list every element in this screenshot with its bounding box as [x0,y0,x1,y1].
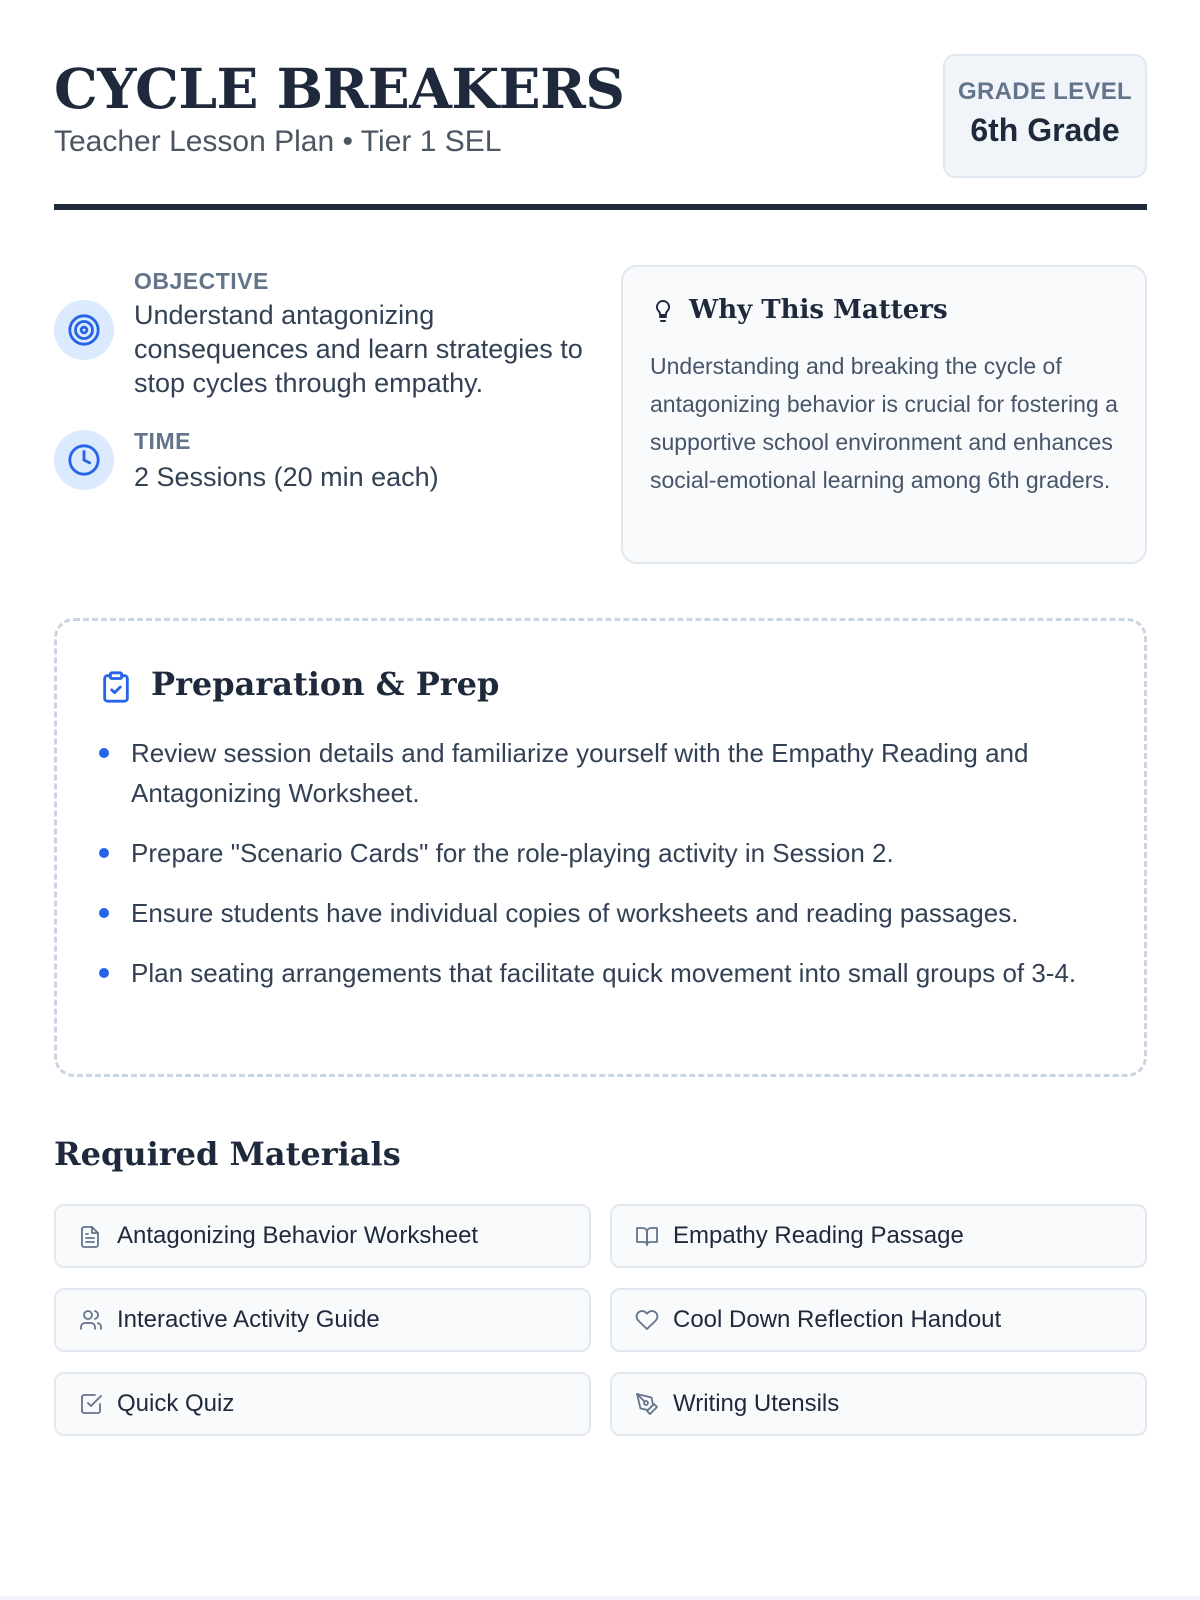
lesson-plan-page [54,0,1147,1598]
material-label: Writing Utensils [673,1390,840,1417]
time-block [54,424,614,504]
page-subtitle: Teacher Lesson Plan • Tier 1 SEL [54,125,502,158]
bullet-icon [99,908,109,918]
time-label: TIME [134,428,191,454]
time-text: 2 Sessions (20 min each) [134,462,439,492]
preparation-list [97,733,1107,1013]
material-item-activity-guide [54,1288,591,1352]
list-item [97,953,1107,993]
objective-block [54,264,614,398]
page-title: CYCLE BREAKERS [54,56,625,121]
checkbox-icon [78,1392,104,1421]
material-item-worksheet [54,1204,591,1268]
why-this-matters-title: Why This Matters [689,295,948,325]
list-item-text: Prepare "Scenario Cards" for the role-playing activity in Session 2. [131,838,894,868]
material-label: Antagonizing Behavior Worksheet [117,1222,479,1249]
material-label: Interactive Activity Guide [117,1306,380,1333]
material-label: Cool Down Reflection Handout [673,1306,1002,1333]
clipboard-check-icon [99,667,133,712]
pen-icon [634,1392,660,1421]
material-item-reflection-handout [610,1288,1147,1352]
target-icon [54,300,114,360]
list-item-text: Plan seating arrangements that facilitate quick movement into small groups of 3-4. [131,958,1077,988]
grade-level-label: GRADE LEVEL [958,78,1132,105]
why-this-matters-text: Understanding and breaking the cycle of antagonizing behavior is crucial for fostering a supportive school environment and enhances social-emotional learning among 6th graders. [650,353,1118,493]
footer-band [0,1596,1200,1600]
material-item-writing-utensils [610,1372,1147,1436]
objective-label: OBJECTIVE [134,268,269,294]
heart-icon [634,1308,660,1337]
list-item [97,833,1107,873]
users-icon [78,1308,104,1337]
bullet-icon [99,968,109,978]
preparation-title: Preparation & Prep [151,665,500,703]
list-item [97,733,1107,813]
material-item-quiz [54,1372,591,1436]
header [54,54,1147,206]
grade-level-value: 6th Grade [970,112,1120,148]
bullet-icon [99,748,109,758]
list-item [97,893,1107,933]
document-icon [78,1224,102,1255]
material-label: Empathy Reading Passage [673,1222,964,1249]
grade-level-badge [943,54,1147,178]
why-this-matters-card [621,265,1147,564]
lightbulb-icon [651,297,675,330]
material-item-reading [610,1204,1147,1268]
objective-text: Understand antagonizing consequences and learn strategies to stop cycles through empathy. [134,300,583,398]
preparation-section [54,618,1147,1077]
material-label: Quick Quiz [117,1390,235,1417]
list-item-text: Ensure students have individual copies of worksheets and reading passages. [131,898,1019,928]
header-divider [54,204,1147,210]
bullet-icon [99,848,109,858]
materials-title: Required Materials [54,1135,401,1173]
list-item-text: Review session details and familiarize yourself with the Empathy Reading and Antagonizing Worksheet. [131,738,1029,808]
book-icon [634,1224,660,1253]
clock-icon [54,430,114,490]
